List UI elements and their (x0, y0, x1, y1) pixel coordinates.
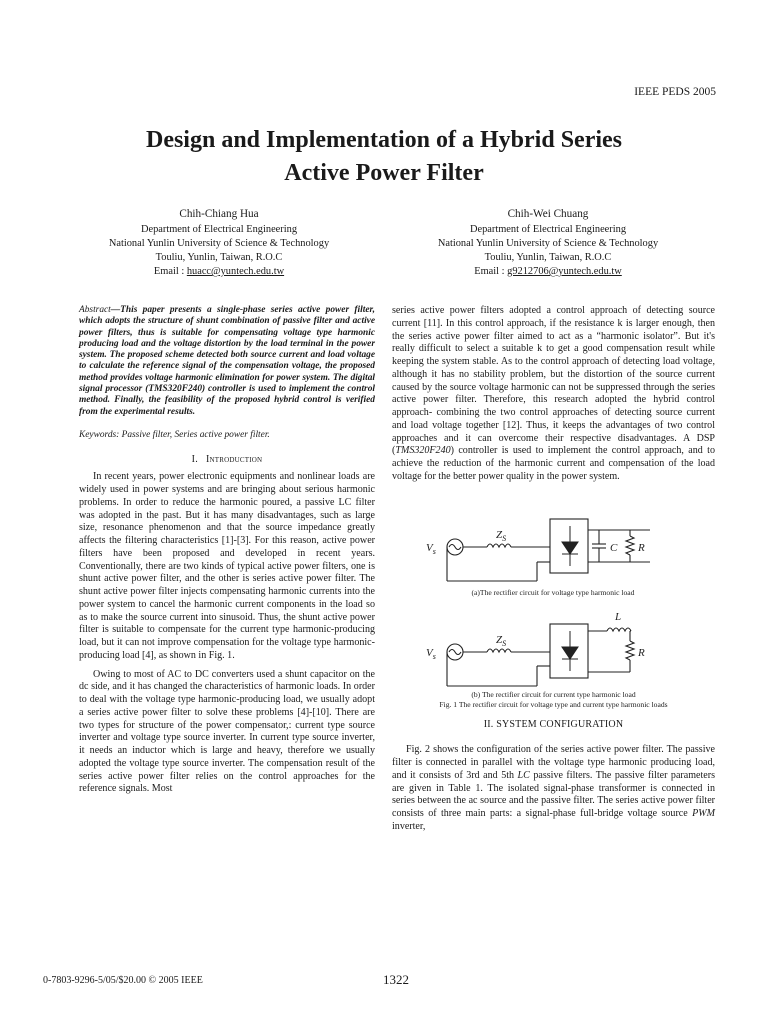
author-block-1 (54, 207, 384, 279)
author-email-label: Email : (474, 266, 508, 277)
author-email-link[interactable]: huacc@yuntech.edu.tw (186, 266, 285, 277)
section-numeral: II. (483, 718, 494, 730)
right-column (392, 305, 715, 834)
figure-1 (392, 496, 715, 710)
abstract-lead: Abstract (79, 305, 111, 315)
author-email-line (54, 265, 384, 279)
figure-1-caption: Fig. 1 The rectifier circuit for voltage type and current type harmonic loads (439, 699, 668, 709)
section-heading-system-configuration (392, 719, 715, 732)
right-paragraph-1-text-b: ) controller is used to implement the control approach, and to achieve the reduction of the harmonic current and compensation of the load voltage for the better power quality in the power system. (392, 445, 715, 482)
vs-label-a: $V_s$ (426, 541, 436, 556)
right-paragraph-1-text-a: series active power filters adopted a control approach of detecting source current [11]. In this control approach, if the resistance k is larger enough, then the series active power filter aimed to act as a “harmonic isolator”. But it's really difficult to select a suitable k to get a good compensation result while keeping the system stable. As to the control approach of detecting load voltage, although it has no stability problem, but the distortion of the source current caused by the source voltage harmonic can not be suppressed through the series active power filter. Therefore, this research adopted the hybrid control approach- combining the two control approaches of detecting source current and load voltage together [12]. Thus, it keeps the advantages of two control approaches and it can overcome their respective disadvantages. A DSP ( (392, 305, 715, 457)
c-label-a: C (610, 541, 618, 554)
author-email-line (383, 265, 713, 279)
system-config-paragraph (392, 744, 715, 833)
r-label-a: R (638, 541, 645, 554)
section-title: Introduction (206, 453, 263, 465)
inductor-zs-b (487, 649, 511, 652)
section-title: SYSTEM CONFIGURATION (496, 718, 624, 730)
author-department: Department of Electrical Engineering (140, 224, 298, 235)
section-heading-introduction (79, 454, 375, 467)
author-email-label: Email : (153, 266, 187, 277)
system-config-text-a: Fig. 2 shows the configuration of the series active power filter. The passive filter is connected in parallel with the voltage type harmonic producing load, and it consists of 3rd and 5th (392, 744, 715, 781)
author-block-2 (383, 207, 713, 279)
pwm-term: PWM (692, 808, 715, 819)
inductor-zs-a (487, 544, 511, 547)
system-config-text-c: inverter, (392, 820, 426, 832)
conference-tag: IEEE PEDS 2005 (634, 86, 716, 98)
figure-1a-caption: (a)The rectifier circuit for voltage type harmonic load (471, 587, 635, 597)
intro-paragraph-1: In recent years, power electronic equipments and nonlinear loads are widely used in power systems and are bringing about serious harmonic problems. In order to reduce the harmonic poured, a passive LC filter was adopted in the past. But it has many disadvantages, such as large size, resonance phenomenon and that the source impedance greatly affects the filtering characteristics [1]-[3]. For this reason, active power filters have been proposed and developed in recent years. Conventionally, there are two kinds of typical active power filters, one is shunt active power filter, and the other is series active power filter. The shunt active power filter injects compensating harmonic currents into the power system to cancel the harmonic current components in the load so as to make the source current into sinusoid. Thus, the shunt active power filter is suitable to compensate for the current type harmonic-producing load, but it can not improve compensation for the voltage type harmonic-producing load [4], as shown in Fig. 1. (79, 471, 375, 661)
resistor-r-b (626, 641, 634, 660)
left-column (79, 305, 375, 796)
author-name: Chih-Chiang Hua (179, 208, 259, 220)
resistor-r-a (626, 536, 634, 555)
page-number: 1322 (383, 972, 409, 987)
author-location: Touliu, Yunlin, Taiwan, R.O.C (484, 252, 612, 263)
figure-1-diagram (392, 496, 715, 691)
abstract-text: This paper presents a single-phase series active power filter, which adopts the structure of shunt combination of passive filter and active power filters, thus is suitable for compensating voltage type harmonic producing load and the voltage distortion by the load terminal in the power system. The proposed scheme detected both source current and load voltage to calculate the reference signal of the compensation voltage, the proposed method provides voltage harmonic elimination for power system. The digital signal processor (TMS320F240) controller is used to implement the control method. Finally, the feasibility of the proposed hybrid control is verified from the experimental results. (79, 305, 375, 417)
abstract-dash: — (110, 305, 121, 315)
title-line-1: Design and Implementation of a Hybrid Series (145, 127, 622, 153)
right-paragraph-1 (392, 305, 715, 484)
title-line-2: Active Power Filter (284, 160, 484, 186)
inductor-l-b (607, 628, 631, 631)
r-label-b: R (638, 646, 645, 659)
author-university: National Yunlin University of Science & Technology (108, 238, 330, 249)
zs-label-a: $Z_S$ (496, 528, 507, 543)
ac-source-a-wave (449, 544, 461, 549)
vs-label-b: $V_s$ (426, 646, 436, 661)
ac-source-b-wave (449, 649, 461, 654)
author-university: National Yunlin University of Science & Technology (437, 238, 659, 249)
lc-term: LC (517, 769, 530, 781)
abstract (79, 305, 375, 418)
intro-paragraph-2: Owing to most of AC to DC converters used a shunt capacitor on the dc side, and it has changed the characteristics of harmonic loads. In order to deal with the voltage type harmonic-producing load, we usually adopt a series active power filter to solve these problems [4]-[10]. There are two types for structure of the power compensator,: current type source inverter and voltage type source inverter. In current type source inverter, it needs an inductor which is large and heavy, therefore we usually adopted the voltage type source inverter. The compensation result of the series active power filter relies on the control approaches for the reference signals. Most (79, 668, 375, 795)
dsp-model-name: TMS320F240 (395, 445, 451, 457)
section-numeral: I. (191, 453, 198, 465)
author-email-link[interactable]: g9212706@yuntech.edu.tw (507, 266, 622, 277)
zs-label-b: $Z_S$ (496, 633, 507, 648)
system-config-text-b: passive filters. The passive filter parameters are given in Table 1. The isolated signal-phase transformer is connected in series between the ac source and the passive filter. The series active power filter consists of three main parts: a signal-phase full-bridge voltage source (392, 769, 715, 819)
copyright-notice: 0-7803-9296-5/05/$20.00 © 2005 IEEE (43, 975, 203, 986)
l-label-b: L (615, 610, 622, 623)
author-name: Chih-Wei Chuang (507, 208, 589, 220)
figure-1b-caption: (b) The rectifier circuit for current type harmonic load (471, 689, 636, 699)
author-location: Touliu, Yunlin, Taiwan, R.O.C (155, 252, 283, 263)
paper-title (0, 124, 768, 190)
author-department: Department of Electrical Engineering (469, 224, 627, 235)
keywords: Keywords: Passive filter, Series active power filter. (79, 429, 270, 440)
